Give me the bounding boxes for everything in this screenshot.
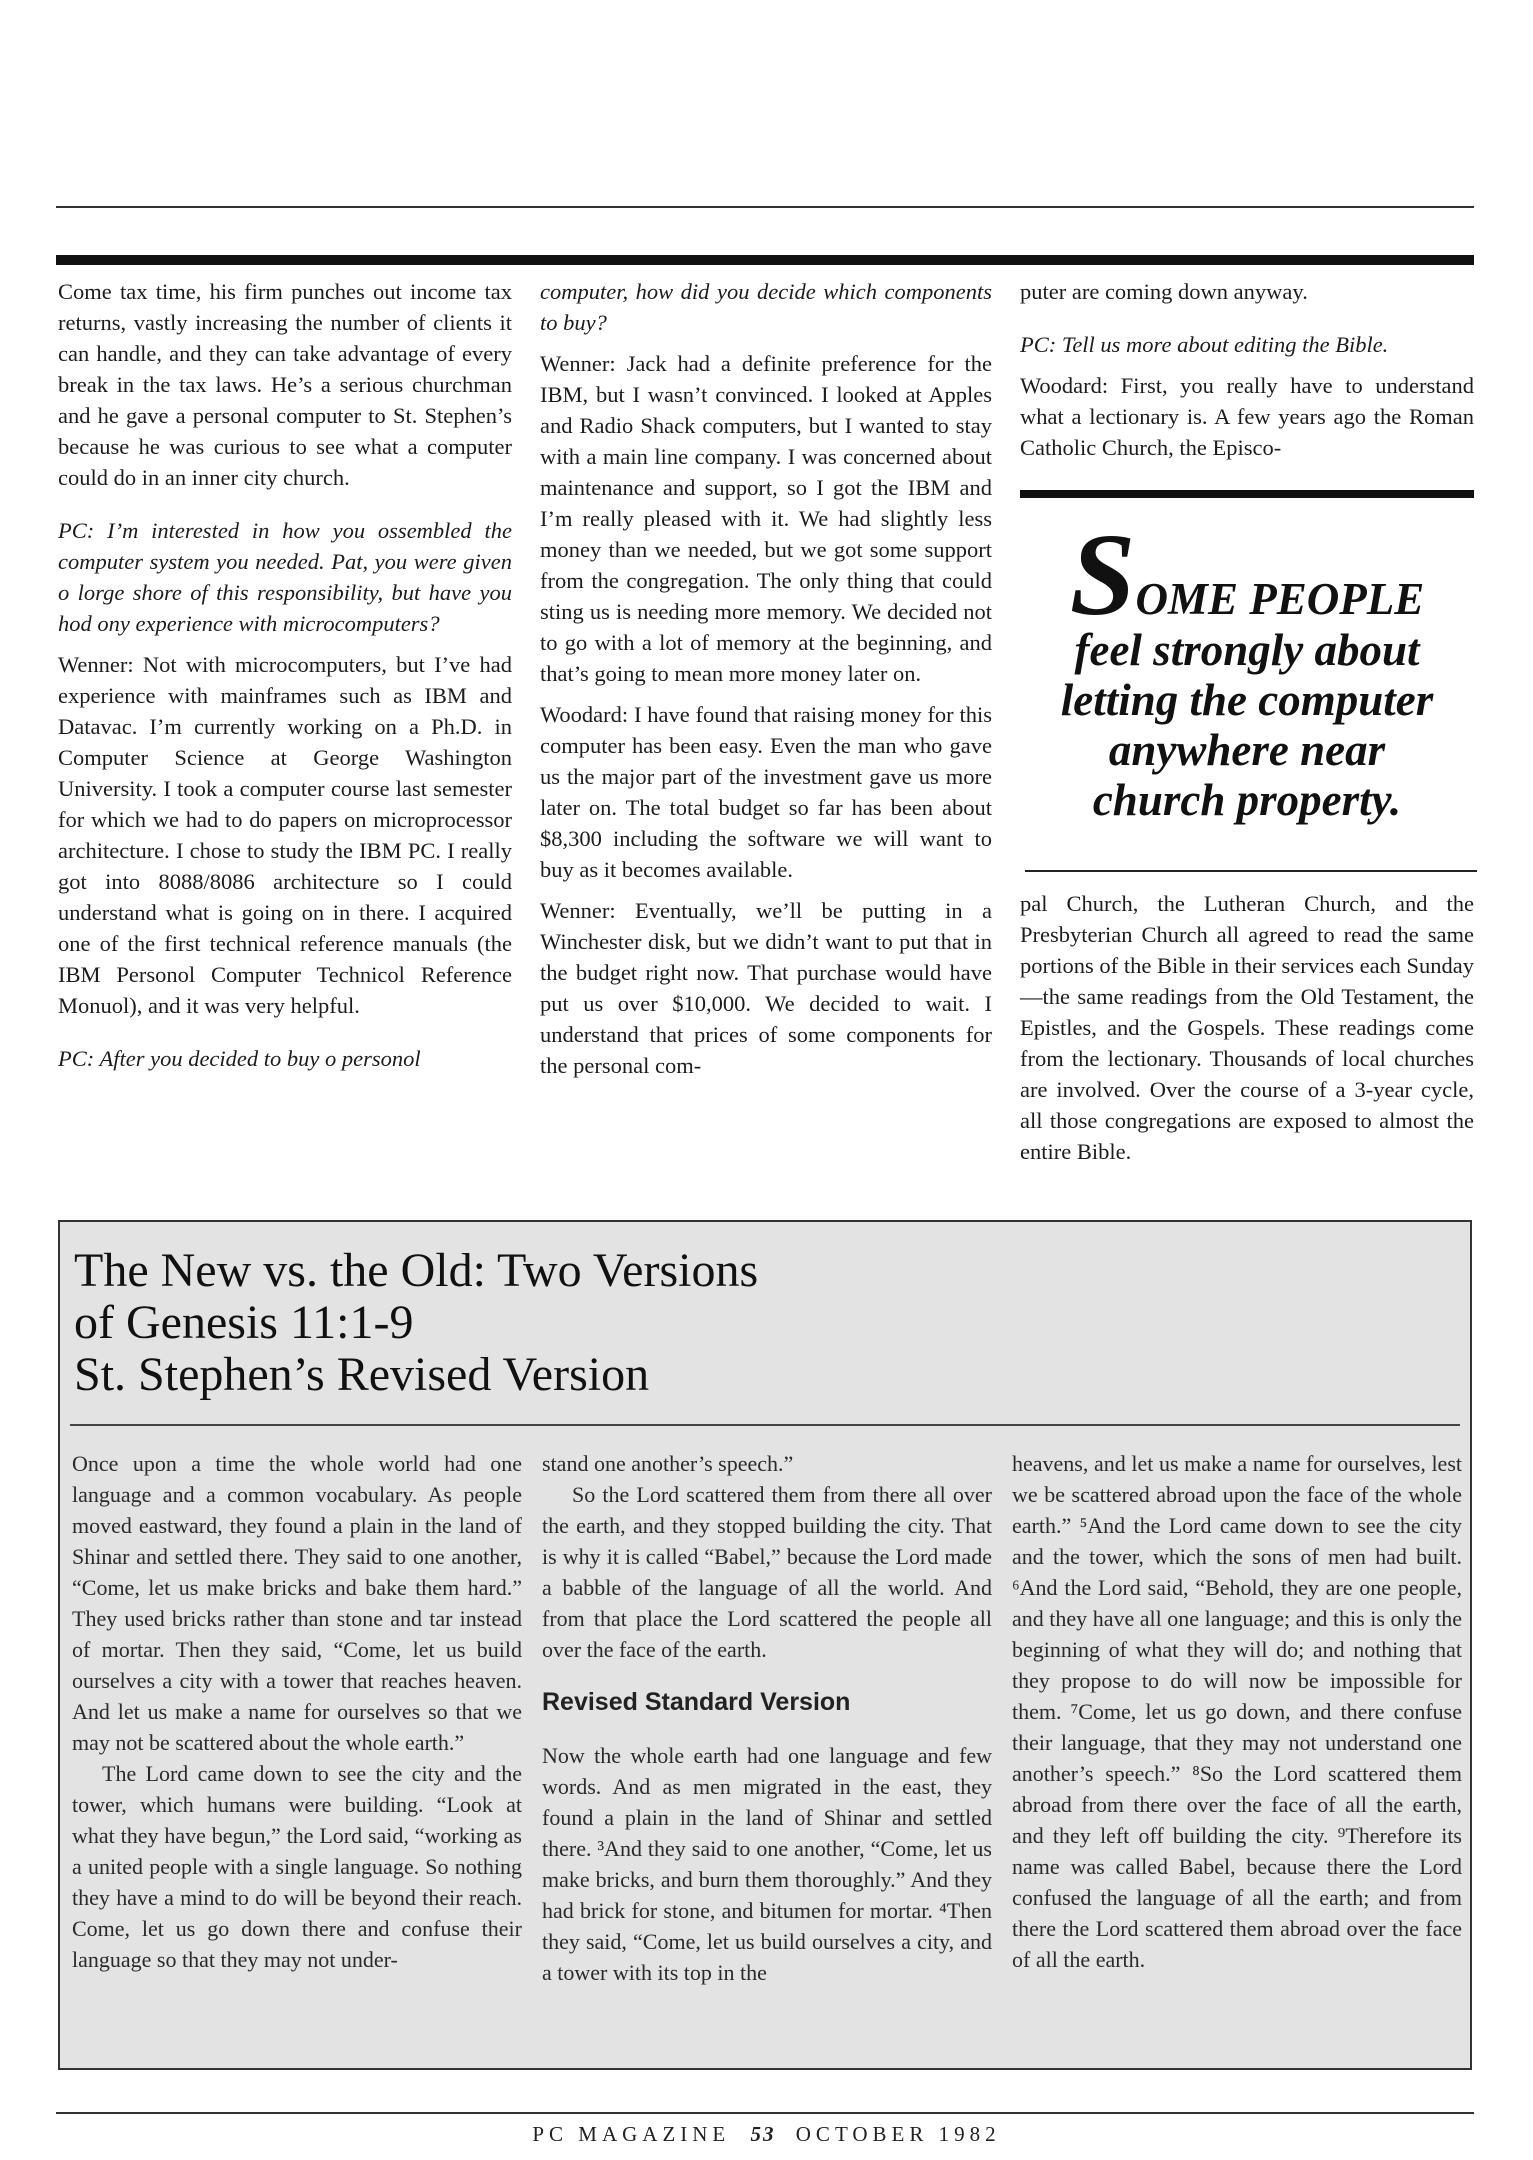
pullquote-first-line [1020,509,1474,640]
article-column-2 [540,276,992,1091]
article-column-3-top [1020,276,1474,473]
pullquote-top-rule [1020,490,1474,498]
question-paragraph: computer, how did you decide which components to buy? [540,279,992,335]
pullquote-text: feel strongly about letting the computer anywhere near church property. [1060,625,1434,825]
paragraph: stand one another’s speech.” [542,1451,794,1476]
sidebar-column-2 [542,1448,992,1988]
sidebar-column-1 [72,1448,522,1975]
page-footer [0,2122,1533,2147]
paragraph: Wenner: Eventually, we’ll be putting in a Winchester disk, but we didn’t want to put that in the budget right now. That purchase would have put us over $10,000. We decided to wait. I understand that prices of some components for the personal com- [540,898,992,1078]
sidebar-title-line: of Genesis 11:1-9 [74,1296,414,1349]
sidebar-column-3 [1012,1448,1462,1975]
paragraph: Now the whole earth had one language and few words. And as men migrated in the east, they found a plain in the land of Shinar and settled there. ³And they said to one another, “Come, let us make bricks, and burn them thoroughly.” And they had brick for stone, and bitumen for mortar. ⁴Then they said, “Come, let us build ourselves a city, and a tower with its top in the [542,1743,992,1985]
article-column-1 [58,276,512,1084]
footer-rule [56,2112,1474,2114]
paragraph: Come tax time, his firm punches out income tax returns, vastly increasing the number of clients it can handle, and they can take advantage of every break in the tax laws. He’s a serious churchman and he gave a personal computer to St. Stephen’s because he was curious to see what a computer could do in an inner city church. [58,279,512,490]
top-thin-rule [56,206,1474,208]
article-column-3-bottom [1020,888,1474,1177]
paragraph: Woodard: First, you really have to understand what a lectionary is. A few years ago the Roman Catholic Church, the Episco- [1020,373,1474,460]
paragraph: Wenner: Jack had a definite preference for the IBM, but I wasn’t convinced. I looked at Apples and Radio Shack computers, but I wanted to stay with a main line company. I was concerned about maintenance and support, so I got the IBM and I’m really pleased with it. We had slightly less money than we needed, but we got some support from the congregation. The only thing that could sting us is needing more memory. We decided not to go with a lot of memory at the beginning, and that’s going to mean more money later on. [540,351,992,686]
pullquote-dropcap: S [1069,509,1136,640]
top-thick-rule [56,255,1474,265]
paragraph: puter are coming down anyway. [1020,279,1308,304]
sidebar-title-line: St. Stephen’s Revised Version [74,1348,650,1401]
footer-page-number: 53 [750,2122,776,2146]
question-paragraph: PC: Tell us more about editing the Bible. [1020,332,1389,357]
question-paragraph: PC: After you decided to buy o personol [58,1046,421,1071]
paragraph: Wenner: Not with microcomputers, but I’ve had experience with mainframes such as IBM and Datavac. I’m currently working on a Ph.D. in Computer Science at George Washington University. I took a computer course last semester for which we had to do papers on microprocessor architecture. I chose to study the IBM PC. I really got into 8088/8086 architecture so I could understand what is going on in there. I acquired one of the first technical reference manuals (the IBM Personol Computer Technicol Reference Monuol), and it was very helpful. [58,652,512,1018]
paragraph: So the Lord scattered them from there all over the earth, and they stopped building the city. That is why it is called “Babel,” because the Lord made a babble of the language of all the world. And from that place the Lord scattered the people all over the face of the earth. [542,1482,992,1662]
footer-date: OCTOBER 1982 [795,2122,1001,2146]
footer-magazine: PC MAGAZINE [532,2122,731,2146]
paragraph: Woodard: I have found that raising money for this computer has been easy. Even the man who gave us the major part of the investment gave us more later on. The total budget so far has been about $8,300 including the software we will want to buy as it becomes available. [540,702,992,882]
paragraph: heavens, and let us make a name for ourselves, lest we be scattered abroad upon the face of the whole earth.” ⁵And the Lord came down to see the city and the tower, which the sons of men had built. ⁶And the Lord said, “Behold, they are one people, and they have all one language; and this is only the beginning of what they will do; and nothing that they propose to do will now be impossible for them. ⁷Come, let us go down, and there confuse their language, that they may not understand one another’s speech.” ⁸So the Lord scattered them abroad from there over the face of all the earth, and they left off building the city. ⁹Therefore its name was called Babel, because there the Lord confused the language of all the earth; and from there the Lord scattered them abroad over the face of all the earth. [1012,1451,1462,1972]
subheading-rsv: Revised Standard Version [542,1688,851,1716]
paragraph: Once upon a time the whole world had one language and a common vocabulary. As people moved eastward, they found a plain in the land of Shinar and settled there. They said to one another, “Come, let us make bricks and bake them hard.” They used bricks rather than stone and tar instead of mortar. Then they said, “Come, let us build ourselves a city with a tower that reaches heaven. And let us make a name for ourselves so that we may not be scattered about the whole earth.” [72,1451,522,1755]
sidebar-title-line: The New vs. the Old: Two Versions [74,1244,759,1297]
pullquote [1020,509,1474,825]
pullquote-smallcaps: OME PEOPLE [1135,574,1425,624]
sidebar-title [74,1245,1074,1401]
pullquote-bottom-rule [1025,870,1477,872]
sidebar-title-rule [70,1424,1460,1426]
paragraph: The Lord came down to see the city and the tower, which humans were building. “Look at what they have begun,” the Lord said, “working as a united people with a single language. So nothing they have a mind to do will be beyond their reach. Come, let us go down there and confuse their language so that they may not under- [72,1761,522,1972]
question-paragraph: PC: I’m interested in how you ossembled the computer system you needed. Pat, you were given o lorge shore of this responsibility, but have you hod ony experience with microcomputers? [58,518,512,636]
paragraph: pal Church, the Lutheran Church, and the Presbyterian Church all agreed to read the same portions of the Bible in their services each Sunday—the same readings from the Old Testament, the Epistles, and the Gospels. These readings come from the lectionary. Thousands of local churches are involved. Over the course of a 3-year cycle, all those congregations are exposed to almost the entire Bible. [1020,891,1474,1164]
